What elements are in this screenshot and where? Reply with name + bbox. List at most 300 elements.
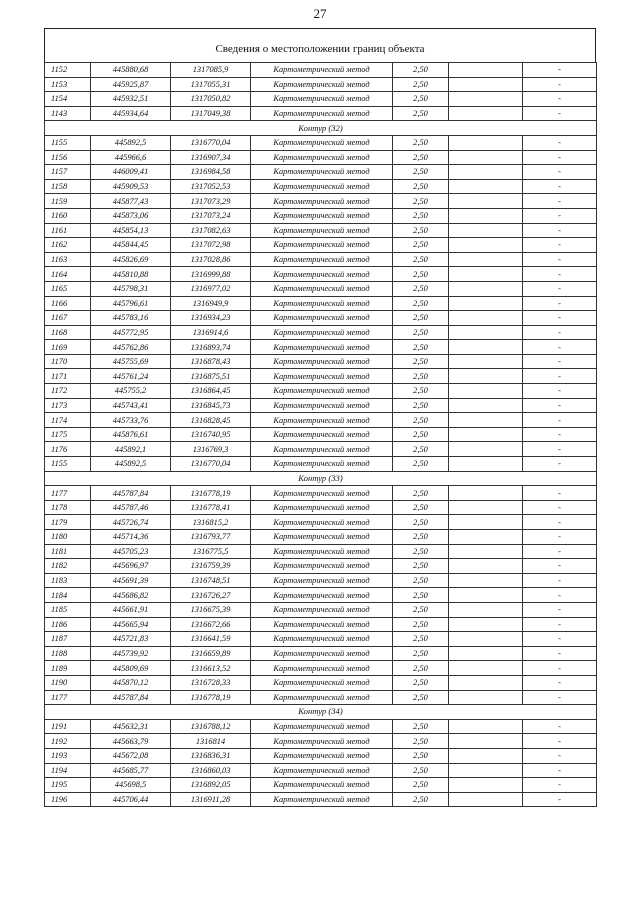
precision-cell: 2,50 xyxy=(393,573,449,588)
empty-cell xyxy=(449,340,523,355)
table-row xyxy=(45,719,597,734)
y-coordinate-cell: 1316759,39 xyxy=(171,559,251,574)
table-row xyxy=(45,252,597,267)
empty-cell xyxy=(449,413,523,428)
x-coordinate-cell: 445705,23 xyxy=(91,544,171,559)
dash-cell: - xyxy=(523,690,597,705)
precision-cell: 2,50 xyxy=(393,194,449,209)
empty-cell xyxy=(449,165,523,180)
method-cell: Картометрический метод xyxy=(251,223,393,238)
x-coordinate-cell: 445909,53 xyxy=(91,179,171,194)
x-coordinate-cell: 445698,5 xyxy=(91,778,171,793)
precision-cell: 2,50 xyxy=(393,617,449,632)
x-coordinate-cell: 445663,79 xyxy=(91,734,171,749)
point-id-cell: 1163 xyxy=(45,252,91,267)
table-row xyxy=(45,194,597,209)
x-coordinate-cell: 445934,64 xyxy=(91,106,171,121)
empty-cell xyxy=(449,92,523,107)
point-id-cell: 1173 xyxy=(45,398,91,413)
precision-cell: 2,50 xyxy=(393,661,449,676)
x-coordinate-cell: 445854,13 xyxy=(91,223,171,238)
empty-cell xyxy=(449,442,523,457)
dash-cell: - xyxy=(523,544,597,559)
table-row xyxy=(45,92,597,107)
empty-cell xyxy=(449,325,523,340)
dash-cell: - xyxy=(523,646,597,661)
empty-cell xyxy=(449,500,523,515)
method-cell: Картометрический метод xyxy=(251,63,393,78)
method-cell: Картометрический метод xyxy=(251,632,393,647)
dash-cell: - xyxy=(523,281,597,296)
y-coordinate-cell: 1316977,02 xyxy=(171,281,251,296)
dash-cell: - xyxy=(523,106,597,121)
y-coordinate-cell: 1316728,33 xyxy=(171,675,251,690)
empty-cell xyxy=(449,617,523,632)
table-row xyxy=(45,646,597,661)
point-id-cell: 1155 xyxy=(45,135,91,150)
precision-cell: 2,50 xyxy=(393,559,449,574)
table-row xyxy=(45,748,597,763)
dash-cell: - xyxy=(523,179,597,194)
precision-cell: 2,50 xyxy=(393,500,449,515)
empty-cell xyxy=(449,194,523,209)
empty-cell xyxy=(449,106,523,121)
y-coordinate-cell: 1316672,66 xyxy=(171,617,251,632)
empty-cell xyxy=(449,223,523,238)
precision-cell: 2,50 xyxy=(393,763,449,778)
x-coordinate-cell: 445810,88 xyxy=(91,267,171,282)
method-cell: Картометрический метод xyxy=(251,530,393,545)
point-id-cell: 1168 xyxy=(45,325,91,340)
empty-cell xyxy=(449,544,523,559)
precision-cell: 2,50 xyxy=(393,340,449,355)
empty-cell xyxy=(449,457,523,472)
dash-cell: - xyxy=(523,63,597,78)
empty-cell xyxy=(449,748,523,763)
method-cell: Картометрический метод xyxy=(251,281,393,296)
dash-cell: - xyxy=(523,675,597,690)
table-row xyxy=(45,413,597,428)
x-coordinate-cell: 445772,95 xyxy=(91,325,171,340)
table-row xyxy=(45,515,597,530)
y-coordinate-cell: 1317073,24 xyxy=(171,208,251,223)
dash-cell: - xyxy=(523,369,597,384)
precision-cell: 2,50 xyxy=(393,135,449,150)
y-coordinate-cell: 1317028,86 xyxy=(171,252,251,267)
y-coordinate-cell: 1316775,5 xyxy=(171,544,251,559)
table-row xyxy=(45,63,597,78)
y-coordinate-cell: 1316815,2 xyxy=(171,515,251,530)
y-coordinate-cell: 1316875,51 xyxy=(171,369,251,384)
table-row xyxy=(45,763,597,778)
point-id-cell: 1160 xyxy=(45,208,91,223)
x-coordinate-cell: 445685,77 xyxy=(91,763,171,778)
y-coordinate-cell: 1317085,9 xyxy=(171,63,251,78)
method-cell: Картометрический метод xyxy=(251,617,393,632)
table-row xyxy=(45,632,597,647)
table-row xyxy=(45,267,597,282)
x-coordinate-cell: 445714,36 xyxy=(91,530,171,545)
precision-cell: 2,50 xyxy=(393,530,449,545)
method-cell: Картометрический метод xyxy=(251,413,393,428)
y-coordinate-cell: 1316999,88 xyxy=(171,267,251,282)
y-coordinate-cell: 1316726,27 xyxy=(171,588,251,603)
table-row xyxy=(45,135,597,150)
precision-cell: 2,50 xyxy=(393,384,449,399)
x-coordinate-cell: 445787,46 xyxy=(91,500,171,515)
empty-cell xyxy=(449,398,523,413)
point-id-cell: 1193 xyxy=(45,748,91,763)
empty-cell xyxy=(449,646,523,661)
y-coordinate-cell: 1316828,45 xyxy=(171,413,251,428)
precision-cell: 2,50 xyxy=(393,486,449,501)
x-coordinate-cell: 445632,31 xyxy=(91,719,171,734)
y-coordinate-cell: 1316814 xyxy=(171,734,251,749)
method-cell: Картометрический метод xyxy=(251,296,393,311)
table-row xyxy=(45,179,597,194)
point-id-cell: 1190 xyxy=(45,675,91,690)
y-coordinate-cell: 1316613,52 xyxy=(171,661,251,676)
table-row xyxy=(45,398,597,413)
point-id-cell: 1157 xyxy=(45,165,91,180)
method-cell: Картометрический метод xyxy=(251,719,393,734)
x-coordinate-cell: 445665,94 xyxy=(91,617,171,632)
empty-cell xyxy=(449,559,523,574)
x-coordinate-cell: 445787,84 xyxy=(91,690,171,705)
method-cell: Картометрический метод xyxy=(251,427,393,442)
point-id-cell: 1175 xyxy=(45,427,91,442)
dash-cell: - xyxy=(523,602,597,617)
table-row xyxy=(45,661,597,676)
method-cell: Картометрический метод xyxy=(251,690,393,705)
dash-cell: - xyxy=(523,296,597,311)
precision-cell: 2,50 xyxy=(393,77,449,92)
x-coordinate-cell: 445870,12 xyxy=(91,675,171,690)
precision-cell: 2,50 xyxy=(393,427,449,442)
point-id-cell: 1184 xyxy=(45,588,91,603)
x-coordinate-cell: 445755,69 xyxy=(91,354,171,369)
method-cell: Картометрический метод xyxy=(251,252,393,267)
dash-cell: - xyxy=(523,559,597,574)
point-id-cell: 1182 xyxy=(45,559,91,574)
x-coordinate-cell: 445932,51 xyxy=(91,92,171,107)
empty-cell xyxy=(449,281,523,296)
dash-cell: - xyxy=(523,486,597,501)
table-row xyxy=(45,296,597,311)
precision-cell: 2,50 xyxy=(393,252,449,267)
point-id-cell: 1194 xyxy=(45,763,91,778)
dash-cell: - xyxy=(523,398,597,413)
dash-cell: - xyxy=(523,457,597,472)
empty-cell xyxy=(449,573,523,588)
y-coordinate-cell: 1316949,9 xyxy=(171,296,251,311)
x-coordinate-cell: 445721,83 xyxy=(91,632,171,647)
precision-cell: 2,50 xyxy=(393,325,449,340)
method-cell: Картометрический метод xyxy=(251,208,393,223)
point-id-cell: 1186 xyxy=(45,617,91,632)
y-coordinate-cell: 1316788,12 xyxy=(171,719,251,734)
y-coordinate-cell: 1316864,45 xyxy=(171,384,251,399)
x-coordinate-cell: 445892,5 xyxy=(91,135,171,150)
precision-cell: 2,50 xyxy=(393,63,449,78)
precision-cell: 2,50 xyxy=(393,165,449,180)
y-coordinate-cell: 1316778,41 xyxy=(171,500,251,515)
dash-cell: - xyxy=(523,238,597,253)
point-id-cell: 1167 xyxy=(45,311,91,326)
y-coordinate-cell: 1316748,51 xyxy=(171,573,251,588)
precision-cell: 2,50 xyxy=(393,734,449,749)
x-coordinate-cell: 445892,5 xyxy=(91,457,171,472)
page-number: 27 xyxy=(313,6,327,21)
method-cell: Картометрический метод xyxy=(251,340,393,355)
dash-cell: - xyxy=(523,384,597,399)
point-id-cell: 1181 xyxy=(45,544,91,559)
dash-cell: - xyxy=(523,194,597,209)
y-coordinate-cell: 1316907,34 xyxy=(171,150,251,165)
empty-cell xyxy=(449,135,523,150)
precision-cell: 2,50 xyxy=(393,748,449,763)
point-id-cell: 1187 xyxy=(45,632,91,647)
method-cell: Картометрический метод xyxy=(251,194,393,209)
point-id-cell: 1162 xyxy=(45,238,91,253)
method-cell: Картометрический метод xyxy=(251,602,393,617)
dash-cell: - xyxy=(523,530,597,545)
point-id-cell: 1188 xyxy=(45,646,91,661)
empty-cell xyxy=(449,734,523,749)
table-row xyxy=(45,778,597,793)
y-coordinate-cell: 1316740,95 xyxy=(171,427,251,442)
point-id-cell: 1177 xyxy=(45,690,91,705)
x-coordinate-cell: 445876,61 xyxy=(91,427,171,442)
x-coordinate-cell: 445743,41 xyxy=(91,398,171,413)
precision-cell: 2,50 xyxy=(393,792,449,807)
empty-cell xyxy=(449,208,523,223)
method-cell: Картометрический метод xyxy=(251,646,393,661)
precision-cell: 2,50 xyxy=(393,267,449,282)
method-cell: Картометрический метод xyxy=(251,515,393,530)
dash-cell: - xyxy=(523,311,597,326)
table-row xyxy=(45,325,597,340)
point-id-cell: 1152 xyxy=(45,63,91,78)
x-coordinate-cell: 445739,92 xyxy=(91,646,171,661)
method-cell: Картометрический метод xyxy=(251,778,393,793)
contour-label: Контур (34) xyxy=(45,705,597,720)
table-row xyxy=(45,150,597,165)
empty-cell xyxy=(449,77,523,92)
y-coordinate-cell: 1317055,31 xyxy=(171,77,251,92)
dash-cell: - xyxy=(523,442,597,457)
y-coordinate-cell: 1316914,6 xyxy=(171,325,251,340)
table-row xyxy=(45,530,597,545)
empty-cell xyxy=(449,602,523,617)
x-coordinate-cell: 445783,16 xyxy=(91,311,171,326)
empty-cell xyxy=(449,354,523,369)
precision-cell: 2,50 xyxy=(393,281,449,296)
method-cell: Картометрический метод xyxy=(251,748,393,763)
empty-cell xyxy=(449,179,523,194)
x-coordinate-cell: 445787,84 xyxy=(91,486,171,501)
y-coordinate-cell: 1316778,19 xyxy=(171,690,251,705)
x-coordinate-cell: 445966,6 xyxy=(91,150,171,165)
table-header-frame xyxy=(44,28,596,62)
point-id-cell: 1196 xyxy=(45,792,91,807)
x-coordinate-cell: 445809,69 xyxy=(91,661,171,676)
method-cell: Картометрический метод xyxy=(251,179,393,194)
point-id-cell: 1189 xyxy=(45,661,91,676)
table-row xyxy=(45,792,597,807)
y-coordinate-cell: 1316893,74 xyxy=(171,340,251,355)
empty-cell xyxy=(449,369,523,384)
y-coordinate-cell: 1317082,63 xyxy=(171,223,251,238)
dash-cell: - xyxy=(523,573,597,588)
dash-cell: - xyxy=(523,165,597,180)
method-cell: Картометрический метод xyxy=(251,384,393,399)
precision-cell: 2,50 xyxy=(393,208,449,223)
dash-cell: - xyxy=(523,792,597,807)
precision-cell: 2,50 xyxy=(393,354,449,369)
empty-cell xyxy=(449,792,523,807)
y-coordinate-cell: 1317049,38 xyxy=(171,106,251,121)
method-cell: Картометрический метод xyxy=(251,734,393,749)
precision-cell: 2,50 xyxy=(393,602,449,617)
y-coordinate-cell: 1316911,28 xyxy=(171,792,251,807)
dash-cell: - xyxy=(523,92,597,107)
x-coordinate-cell: 445762,86 xyxy=(91,340,171,355)
empty-cell xyxy=(449,530,523,545)
empty-cell xyxy=(449,515,523,530)
table-row xyxy=(45,311,597,326)
table-row xyxy=(45,354,597,369)
y-coordinate-cell: 1316659,89 xyxy=(171,646,251,661)
table-row xyxy=(45,165,597,180)
x-coordinate-cell: 445796,61 xyxy=(91,296,171,311)
dash-cell: - xyxy=(523,778,597,793)
empty-cell xyxy=(449,661,523,676)
dash-cell: - xyxy=(523,500,597,515)
precision-cell: 2,50 xyxy=(393,413,449,428)
dash-cell: - xyxy=(523,661,597,676)
dash-cell: - xyxy=(523,267,597,282)
table-row xyxy=(45,544,597,559)
point-id-cell: 1180 xyxy=(45,530,91,545)
precision-cell: 2,50 xyxy=(393,296,449,311)
dash-cell: - xyxy=(523,354,597,369)
section-row xyxy=(45,471,597,486)
table-row xyxy=(45,675,597,690)
y-coordinate-cell: 1316641,59 xyxy=(171,632,251,647)
table-row xyxy=(45,427,597,442)
contour-label: Контур (33) xyxy=(45,471,597,486)
dash-cell: - xyxy=(523,515,597,530)
dash-cell: - xyxy=(523,748,597,763)
precision-cell: 2,50 xyxy=(393,311,449,326)
method-cell: Картометрический метод xyxy=(251,77,393,92)
precision-cell: 2,50 xyxy=(393,778,449,793)
point-id-cell: 1155 xyxy=(45,457,91,472)
table-row xyxy=(45,573,597,588)
empty-cell xyxy=(449,778,523,793)
y-coordinate-cell: 1316984,58 xyxy=(171,165,251,180)
empty-cell xyxy=(449,252,523,267)
x-coordinate-cell: 445706,44 xyxy=(91,792,171,807)
dash-cell: - xyxy=(523,588,597,603)
table-row xyxy=(45,223,597,238)
dash-cell: - xyxy=(523,252,597,267)
x-coordinate-cell: 445925,87 xyxy=(91,77,171,92)
method-cell: Картометрический метод xyxy=(251,238,393,253)
table-row xyxy=(45,500,597,515)
x-coordinate-cell: 445798,31 xyxy=(91,281,171,296)
point-id-cell: 1185 xyxy=(45,602,91,617)
y-coordinate-cell: 1316769,3 xyxy=(171,442,251,457)
empty-cell xyxy=(449,675,523,690)
method-cell: Картометрический метод xyxy=(251,398,393,413)
y-coordinate-cell: 1316892,05 xyxy=(171,778,251,793)
empty-cell xyxy=(449,63,523,78)
point-id-cell: 1191 xyxy=(45,719,91,734)
boundary-coordinates-table xyxy=(44,62,597,807)
method-cell: Картометрический метод xyxy=(251,588,393,603)
dash-cell: - xyxy=(523,340,597,355)
method-cell: Картометрический метод xyxy=(251,150,393,165)
point-id-cell: 1166 xyxy=(45,296,91,311)
method-cell: Картометрический метод xyxy=(251,442,393,457)
method-cell: Картометрический метод xyxy=(251,369,393,384)
precision-cell: 2,50 xyxy=(393,690,449,705)
point-id-cell: 1171 xyxy=(45,369,91,384)
table-row xyxy=(45,486,597,501)
precision-cell: 2,50 xyxy=(393,457,449,472)
y-coordinate-cell: 1317073,29 xyxy=(171,194,251,209)
point-id-cell: 1159 xyxy=(45,194,91,209)
empty-cell xyxy=(449,632,523,647)
precision-cell: 2,50 xyxy=(393,238,449,253)
x-coordinate-cell: 445733,76 xyxy=(91,413,171,428)
empty-cell xyxy=(449,311,523,326)
x-coordinate-cell: 445726,74 xyxy=(91,515,171,530)
dash-cell: - xyxy=(523,763,597,778)
method-cell: Картометрический метод xyxy=(251,267,393,282)
precision-cell: 2,50 xyxy=(393,588,449,603)
x-coordinate-cell: 445844,45 xyxy=(91,238,171,253)
table-row xyxy=(45,559,597,574)
precision-cell: 2,50 xyxy=(393,92,449,107)
method-cell: Картометрический метод xyxy=(251,792,393,807)
method-cell: Картометрический метод xyxy=(251,675,393,690)
method-cell: Картометрический метод xyxy=(251,763,393,778)
table-row xyxy=(45,442,597,457)
table-row xyxy=(45,106,597,121)
x-coordinate-cell: 445755,2 xyxy=(91,384,171,399)
dash-cell: - xyxy=(523,135,597,150)
method-cell: Картометрический метод xyxy=(251,500,393,515)
y-coordinate-cell: 1316770,04 xyxy=(171,457,251,472)
dash-cell: - xyxy=(523,150,597,165)
dash-cell: - xyxy=(523,223,597,238)
table-row xyxy=(45,77,597,92)
table-row xyxy=(45,384,597,399)
precision-cell: 2,50 xyxy=(393,398,449,413)
method-cell: Картометрический метод xyxy=(251,457,393,472)
empty-cell xyxy=(449,690,523,705)
point-id-cell: 1179 xyxy=(45,515,91,530)
point-id-cell: 1183 xyxy=(45,573,91,588)
y-coordinate-cell: 1316860,03 xyxy=(171,763,251,778)
method-cell: Картометрический метод xyxy=(251,106,393,121)
precision-cell: 2,50 xyxy=(393,515,449,530)
table-row xyxy=(45,617,597,632)
dash-cell: - xyxy=(523,427,597,442)
